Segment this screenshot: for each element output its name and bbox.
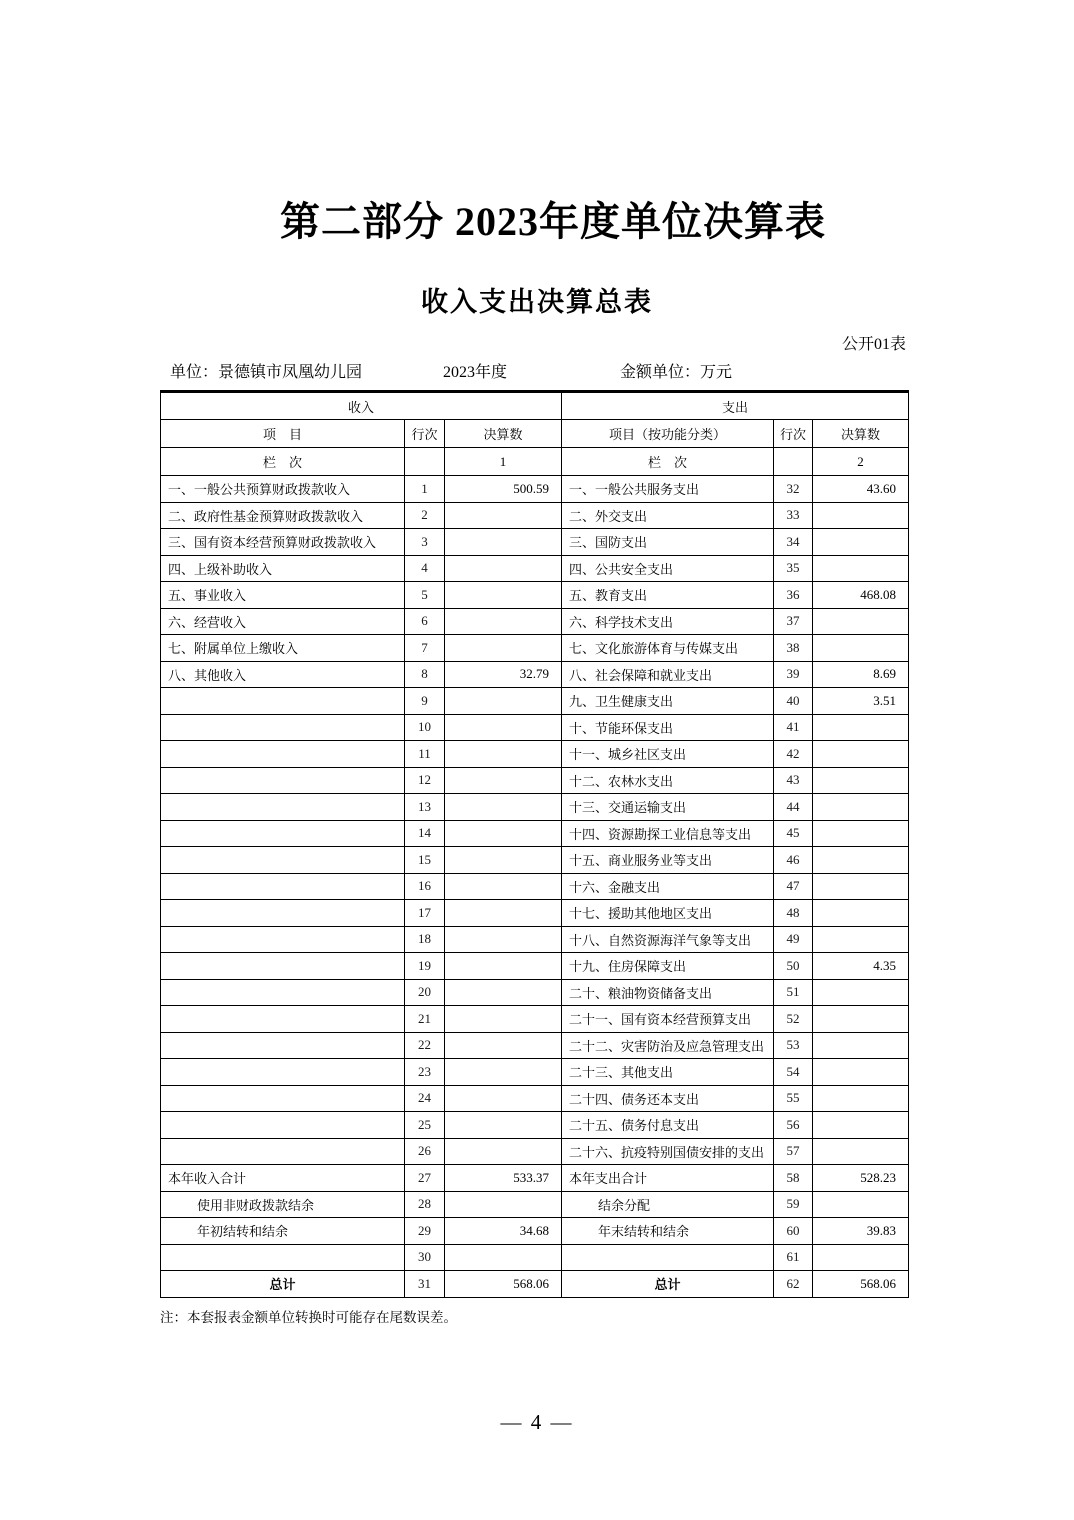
income-amount-cell	[445, 1138, 562, 1165]
income-amount-cell	[445, 1032, 562, 1059]
income-amount-cell	[445, 529, 562, 556]
income-rowno-cell: 18	[405, 926, 445, 953]
form-code-label: 公开01表	[841, 336, 906, 353]
expense-rowno-cell: 42	[774, 741, 813, 768]
part-title: 第二部分 2023年度单位决算表	[280, 199, 826, 244]
expense-amount-cell: 8.69	[813, 661, 909, 688]
income-rowno-cell: 15	[405, 847, 445, 874]
expense-amount-cell	[813, 741, 909, 768]
expense-amount-cell	[813, 900, 909, 927]
expense-amount-cell	[813, 502, 909, 529]
expense-amount-cell	[813, 608, 909, 635]
income-item-cell	[161, 1112, 405, 1139]
income-amount-cell	[445, 608, 562, 635]
income-rowno-cell: 4	[405, 555, 445, 582]
expense-rowno-cell: 61	[774, 1244, 813, 1271]
income-lane-label: 栏 次	[161, 448, 405, 476]
table-row	[161, 661, 909, 688]
expense-item-cell: 十二、农林水支出	[562, 767, 774, 794]
table-row	[161, 847, 909, 874]
table-row	[161, 635, 909, 662]
income-item-cell	[161, 847, 405, 874]
expense-item-cell: 六、科学技术支出	[562, 608, 774, 635]
fiscal-year-label: 2023年度	[443, 364, 508, 381]
income-rowno-cell: 9	[405, 688, 445, 715]
expense-item-cell: 十五、商业服务业等支出	[562, 847, 774, 874]
expense-rowno-cell: 50	[774, 953, 813, 980]
expense-item-cell: 十六、金融支出	[562, 873, 774, 900]
income-item-cell	[161, 873, 405, 900]
expense-item-cell: 二、外交支出	[562, 502, 774, 529]
income-section-header: 收入	[161, 392, 562, 420]
expense-amount-cell	[813, 1059, 909, 1086]
expense-rowno-cell: 35	[774, 555, 813, 582]
expense-rowno-cell: 44	[774, 794, 813, 821]
income-rowno-cell: 12	[405, 767, 445, 794]
income-rowno-cell: 10	[405, 714, 445, 741]
income-amount-cell	[445, 979, 562, 1006]
income-lane-empty	[405, 448, 445, 476]
expense-rowno-cell: 36	[774, 582, 813, 609]
expense-rowno-cell: 52	[774, 1006, 813, 1033]
income-rowno-cell: 13	[405, 794, 445, 821]
income-amount-cell	[445, 820, 562, 847]
expense-item-cell: 二十、粮油物资储备支出	[562, 979, 774, 1006]
expense-item-cell: 九、卫生健康支出	[562, 688, 774, 715]
expense-item-cell: 二十三、其他支出	[562, 1059, 774, 1086]
expense-amount-cell: 4.35	[813, 953, 909, 980]
table-row	[161, 1191, 909, 1218]
expense-amount-cell: 43.60	[813, 476, 909, 503]
expense-rowno-cell: 49	[774, 926, 813, 953]
expense-section-header: 支出	[562, 392, 909, 420]
income-amount-cell	[445, 873, 562, 900]
table-row	[161, 900, 909, 927]
table-row	[161, 1112, 909, 1139]
expense-item-cell: 十九、住房保障支出	[562, 953, 774, 980]
income-amount-cell	[445, 1112, 562, 1139]
table-row	[161, 1218, 909, 1245]
income-amount-cell	[445, 900, 562, 927]
income-item-cell	[161, 900, 405, 927]
income-amount-cell	[445, 953, 562, 980]
income-rowno-cell: 14	[405, 820, 445, 847]
table-row	[161, 1244, 909, 1271]
income-rowno-cell: 21	[405, 1006, 445, 1033]
income-rowno-cell: 30	[405, 1244, 445, 1271]
income-item-cell: 一、一般公共预算财政拨款收入	[161, 476, 405, 503]
expense-amount-cell	[813, 820, 909, 847]
income-amount-cell: 568.06	[445, 1271, 562, 1298]
expense-rowno-cell: 34	[774, 529, 813, 556]
expense-item-cell: 四、公共安全支出	[562, 555, 774, 582]
expense-amount-cell	[813, 1006, 909, 1033]
expense-amount-cell	[813, 767, 909, 794]
expense-item-cell: 总计	[562, 1271, 774, 1298]
expense-item-cell: 八、社会保障和就业支出	[562, 661, 774, 688]
income-rowno-cell: 26	[405, 1138, 445, 1165]
expense-rowno-cell: 41	[774, 714, 813, 741]
income-amount-cell	[445, 1244, 562, 1271]
income-item-cell	[161, 688, 405, 715]
expense-rowno-cell: 51	[774, 979, 813, 1006]
income-amount-cell	[445, 794, 562, 821]
income-item-cell	[161, 953, 405, 980]
table-note: 注：本套报表金额单位转换时可能存在尾数误差。	[160, 1310, 457, 1325]
expense-amount-cell	[813, 873, 909, 900]
table-body	[161, 476, 909, 1298]
expense-amount-cell	[813, 555, 909, 582]
income-item-cell	[161, 1244, 405, 1271]
income-amount-cell	[445, 688, 562, 715]
income-rowno-cell: 31	[405, 1271, 445, 1298]
income-rowno-cell: 7	[405, 635, 445, 662]
table-row	[161, 502, 909, 529]
table-row	[161, 1165, 909, 1192]
expense-amount-cell	[813, 1032, 909, 1059]
income-rowno-cell: 5	[405, 582, 445, 609]
income-rowno-cell: 11	[405, 741, 445, 768]
income-amount-header: 决算数	[445, 420, 562, 448]
income-item-cell: 本年收入合计	[161, 1165, 405, 1192]
income-amount-cell: 500.59	[445, 476, 562, 503]
expense-rowno-cell: 37	[774, 608, 813, 635]
income-item-cell: 二、政府性基金预算财政拨款收入	[161, 502, 405, 529]
expense-rowno-cell: 60	[774, 1218, 813, 1245]
income-item-cell	[161, 741, 405, 768]
expense-item-cell: 十七、援助其他地区支出	[562, 900, 774, 927]
expense-amount-cell	[813, 1112, 909, 1139]
table-row	[161, 820, 909, 847]
expense-item-cell: 十三、交通运输支出	[562, 794, 774, 821]
income-item-cell	[161, 1138, 405, 1165]
income-item-cell: 六、经营收入	[161, 608, 405, 635]
income-item-cell: 八、其他收入	[161, 661, 405, 688]
table-row	[161, 529, 909, 556]
expense-amount-cell: 568.06	[813, 1271, 909, 1298]
expense-rowno-cell: 55	[774, 1085, 813, 1112]
table-row	[161, 1059, 909, 1086]
table-row	[161, 794, 909, 821]
income-item-cell	[161, 714, 405, 741]
expense-lane-empty	[774, 448, 813, 476]
table-row	[161, 555, 909, 582]
expense-rowno-cell: 43	[774, 767, 813, 794]
income-item-cell	[161, 1032, 405, 1059]
expense-amount-cell: 468.08	[813, 582, 909, 609]
income-item-cell: 使用非财政拨款结余	[161, 1191, 405, 1218]
expense-rowno-cell: 58	[774, 1165, 813, 1192]
income-amount-cell	[445, 1085, 562, 1112]
section-header-row	[161, 392, 909, 420]
expense-rowno-cell: 57	[774, 1138, 813, 1165]
income-item-cell: 三、国有资本经营预算财政拨款收入	[161, 529, 405, 556]
table-row	[161, 1138, 909, 1165]
expense-item-cell: 二十一、国有资本经营预算支出	[562, 1006, 774, 1033]
expense-amount-cell	[813, 847, 909, 874]
income-rowno-cell: 6	[405, 608, 445, 635]
income-rowno-cell: 8	[405, 661, 445, 688]
table-row	[161, 582, 909, 609]
income-item-cell	[161, 794, 405, 821]
table-row	[161, 1006, 909, 1033]
meta-row	[160, 359, 908, 385]
expense-item-cell: 七、文化旅游体育与传媒支出	[562, 635, 774, 662]
table-row	[161, 714, 909, 741]
table-row	[161, 741, 909, 768]
expense-amount-cell	[813, 1191, 909, 1218]
table-header	[161, 392, 909, 476]
income-rowno-cell: 20	[405, 979, 445, 1006]
income-amount-cell	[445, 714, 562, 741]
expense-amount-cell	[813, 1244, 909, 1271]
income-rowno-cell: 1	[405, 476, 445, 503]
expense-item-cell: 十一、城乡社区支出	[562, 741, 774, 768]
expense-rowno-cell: 48	[774, 900, 813, 927]
income-item-cell: 四、上级补助收入	[161, 555, 405, 582]
income-rowno-cell: 16	[405, 873, 445, 900]
income-rowno-cell: 23	[405, 1059, 445, 1086]
expense-item-cell: 十八、自然资源海洋气象等支出	[562, 926, 774, 953]
expense-rowno-cell: 39	[774, 661, 813, 688]
expense-amount-cell	[813, 1085, 909, 1112]
table-row	[161, 873, 909, 900]
income-item-cell	[161, 1085, 405, 1112]
income-rowno-cell: 29	[405, 1218, 445, 1245]
expense-rowno-cell: 59	[774, 1191, 813, 1218]
income-rowno-cell: 24	[405, 1085, 445, 1112]
expense-item-cell: 二十六、抗疫特别国债安排的支出	[562, 1138, 774, 1165]
income-rowno-cell: 22	[405, 1032, 445, 1059]
expense-amount-cell	[813, 635, 909, 662]
expense-item-cell: 二十五、债务付息支出	[562, 1112, 774, 1139]
expense-item-cell: 二十四、债务还本支出	[562, 1085, 774, 1112]
unit-name-label: 单位：景德镇市凤凰幼儿园	[170, 364, 363, 381]
expense-rowno-cell: 45	[774, 820, 813, 847]
expense-amount-cell: 39.83	[813, 1218, 909, 1245]
table-row	[161, 926, 909, 953]
income-amount-cell: 533.37	[445, 1165, 562, 1192]
expense-rowno-cell: 62	[774, 1271, 813, 1298]
expense-lane-label: 栏 次	[562, 448, 774, 476]
expense-amount-cell	[813, 794, 909, 821]
expense-item-cell: 本年支出合计	[562, 1165, 774, 1192]
income-item-cell	[161, 820, 405, 847]
income-amount-cell	[445, 741, 562, 768]
income-rowno-cell: 3	[405, 529, 445, 556]
income-item-cell	[161, 1006, 405, 1033]
column-header-row	[161, 420, 909, 448]
expense-amount-cell	[813, 979, 909, 1006]
income-item-cell	[161, 979, 405, 1006]
income-amount-cell	[445, 635, 562, 662]
income-amount-cell	[445, 926, 562, 953]
table-row	[161, 1271, 909, 1298]
table-title: 收入支出决算总表	[421, 287, 653, 317]
expense-item-cell: 十四、资源勘探工业信息等支出	[562, 820, 774, 847]
income-amount-cell	[445, 582, 562, 609]
expense-item-cell: 三、国防支出	[562, 529, 774, 556]
table-row	[161, 688, 909, 715]
expense-rowno-cell: 32	[774, 476, 813, 503]
currency-unit-label: 金额单位：万元	[620, 364, 733, 381]
expense-amount-cell	[813, 529, 909, 556]
expense-item-cell: 五、教育支出	[562, 582, 774, 609]
income-amount-cell	[445, 767, 562, 794]
expense-item-cell: 一、一般公共服务支出	[562, 476, 774, 503]
expense-rowno-cell: 46	[774, 847, 813, 874]
income-item-cell: 总计	[161, 1271, 405, 1298]
expense-rowno-cell: 40	[774, 688, 813, 715]
expense-amount-header: 决算数	[813, 420, 909, 448]
income-item-header: 项 目	[161, 420, 405, 448]
expense-rowno-cell: 53	[774, 1032, 813, 1059]
expense-rowno-header: 行次	[774, 420, 813, 448]
expense-amount-cell: 528.23	[813, 1165, 909, 1192]
expense-item-header: 项目（按功能分类）	[562, 420, 774, 448]
lane-number-row	[161, 448, 909, 476]
expense-item-cell: 年末结转和结余	[562, 1218, 774, 1245]
table-row	[161, 1085, 909, 1112]
expense-amount-cell	[813, 1138, 909, 1165]
table-row	[161, 1032, 909, 1059]
income-amount-cell	[445, 1059, 562, 1086]
income-rowno-cell: 2	[405, 502, 445, 529]
income-item-cell	[161, 926, 405, 953]
expense-rowno-cell: 54	[774, 1059, 813, 1086]
income-lane-number: 1	[445, 448, 562, 476]
expense-rowno-cell: 33	[774, 502, 813, 529]
income-rowno-cell: 28	[405, 1191, 445, 1218]
income-amount-cell	[445, 847, 562, 874]
income-rowno-cell: 27	[405, 1165, 445, 1192]
table-row	[161, 979, 909, 1006]
income-item-cell	[161, 767, 405, 794]
table-row	[161, 476, 909, 503]
income-rowno-cell: 19	[405, 953, 445, 980]
table-row	[161, 608, 909, 635]
expense-item-cell: 结余分配	[562, 1191, 774, 1218]
expense-rowno-cell: 38	[774, 635, 813, 662]
income-rowno-header: 行次	[405, 420, 445, 448]
expense-item-cell	[562, 1244, 774, 1271]
income-amount-cell	[445, 1191, 562, 1218]
expense-amount-cell: 3.51	[813, 688, 909, 715]
table-row	[161, 953, 909, 980]
income-item-cell: 年初结转和结余	[161, 1218, 405, 1245]
income-amount-cell	[445, 1006, 562, 1033]
income-item-cell: 七、附属单位上缴收入	[161, 635, 405, 662]
final-accounts-table	[160, 390, 909, 1298]
income-amount-cell	[445, 555, 562, 582]
expense-rowno-cell: 47	[774, 873, 813, 900]
page-number: — 4 —	[500, 1410, 574, 1434]
expense-lane-number: 2	[813, 448, 909, 476]
expense-amount-cell	[813, 926, 909, 953]
income-amount-cell: 34.68	[445, 1218, 562, 1245]
expense-amount-cell	[813, 714, 909, 741]
income-rowno-cell: 25	[405, 1112, 445, 1139]
expense-rowno-cell: 56	[774, 1112, 813, 1139]
income-item-cell	[161, 1059, 405, 1086]
expense-item-cell: 二十二、灾害防治及应急管理支出	[562, 1032, 774, 1059]
expense-item-cell: 十、节能环保支出	[562, 714, 774, 741]
income-amount-cell: 32.79	[445, 661, 562, 688]
table-row	[161, 767, 909, 794]
income-rowno-cell: 17	[405, 900, 445, 927]
income-item-cell: 五、事业收入	[161, 582, 405, 609]
income-amount-cell	[445, 502, 562, 529]
